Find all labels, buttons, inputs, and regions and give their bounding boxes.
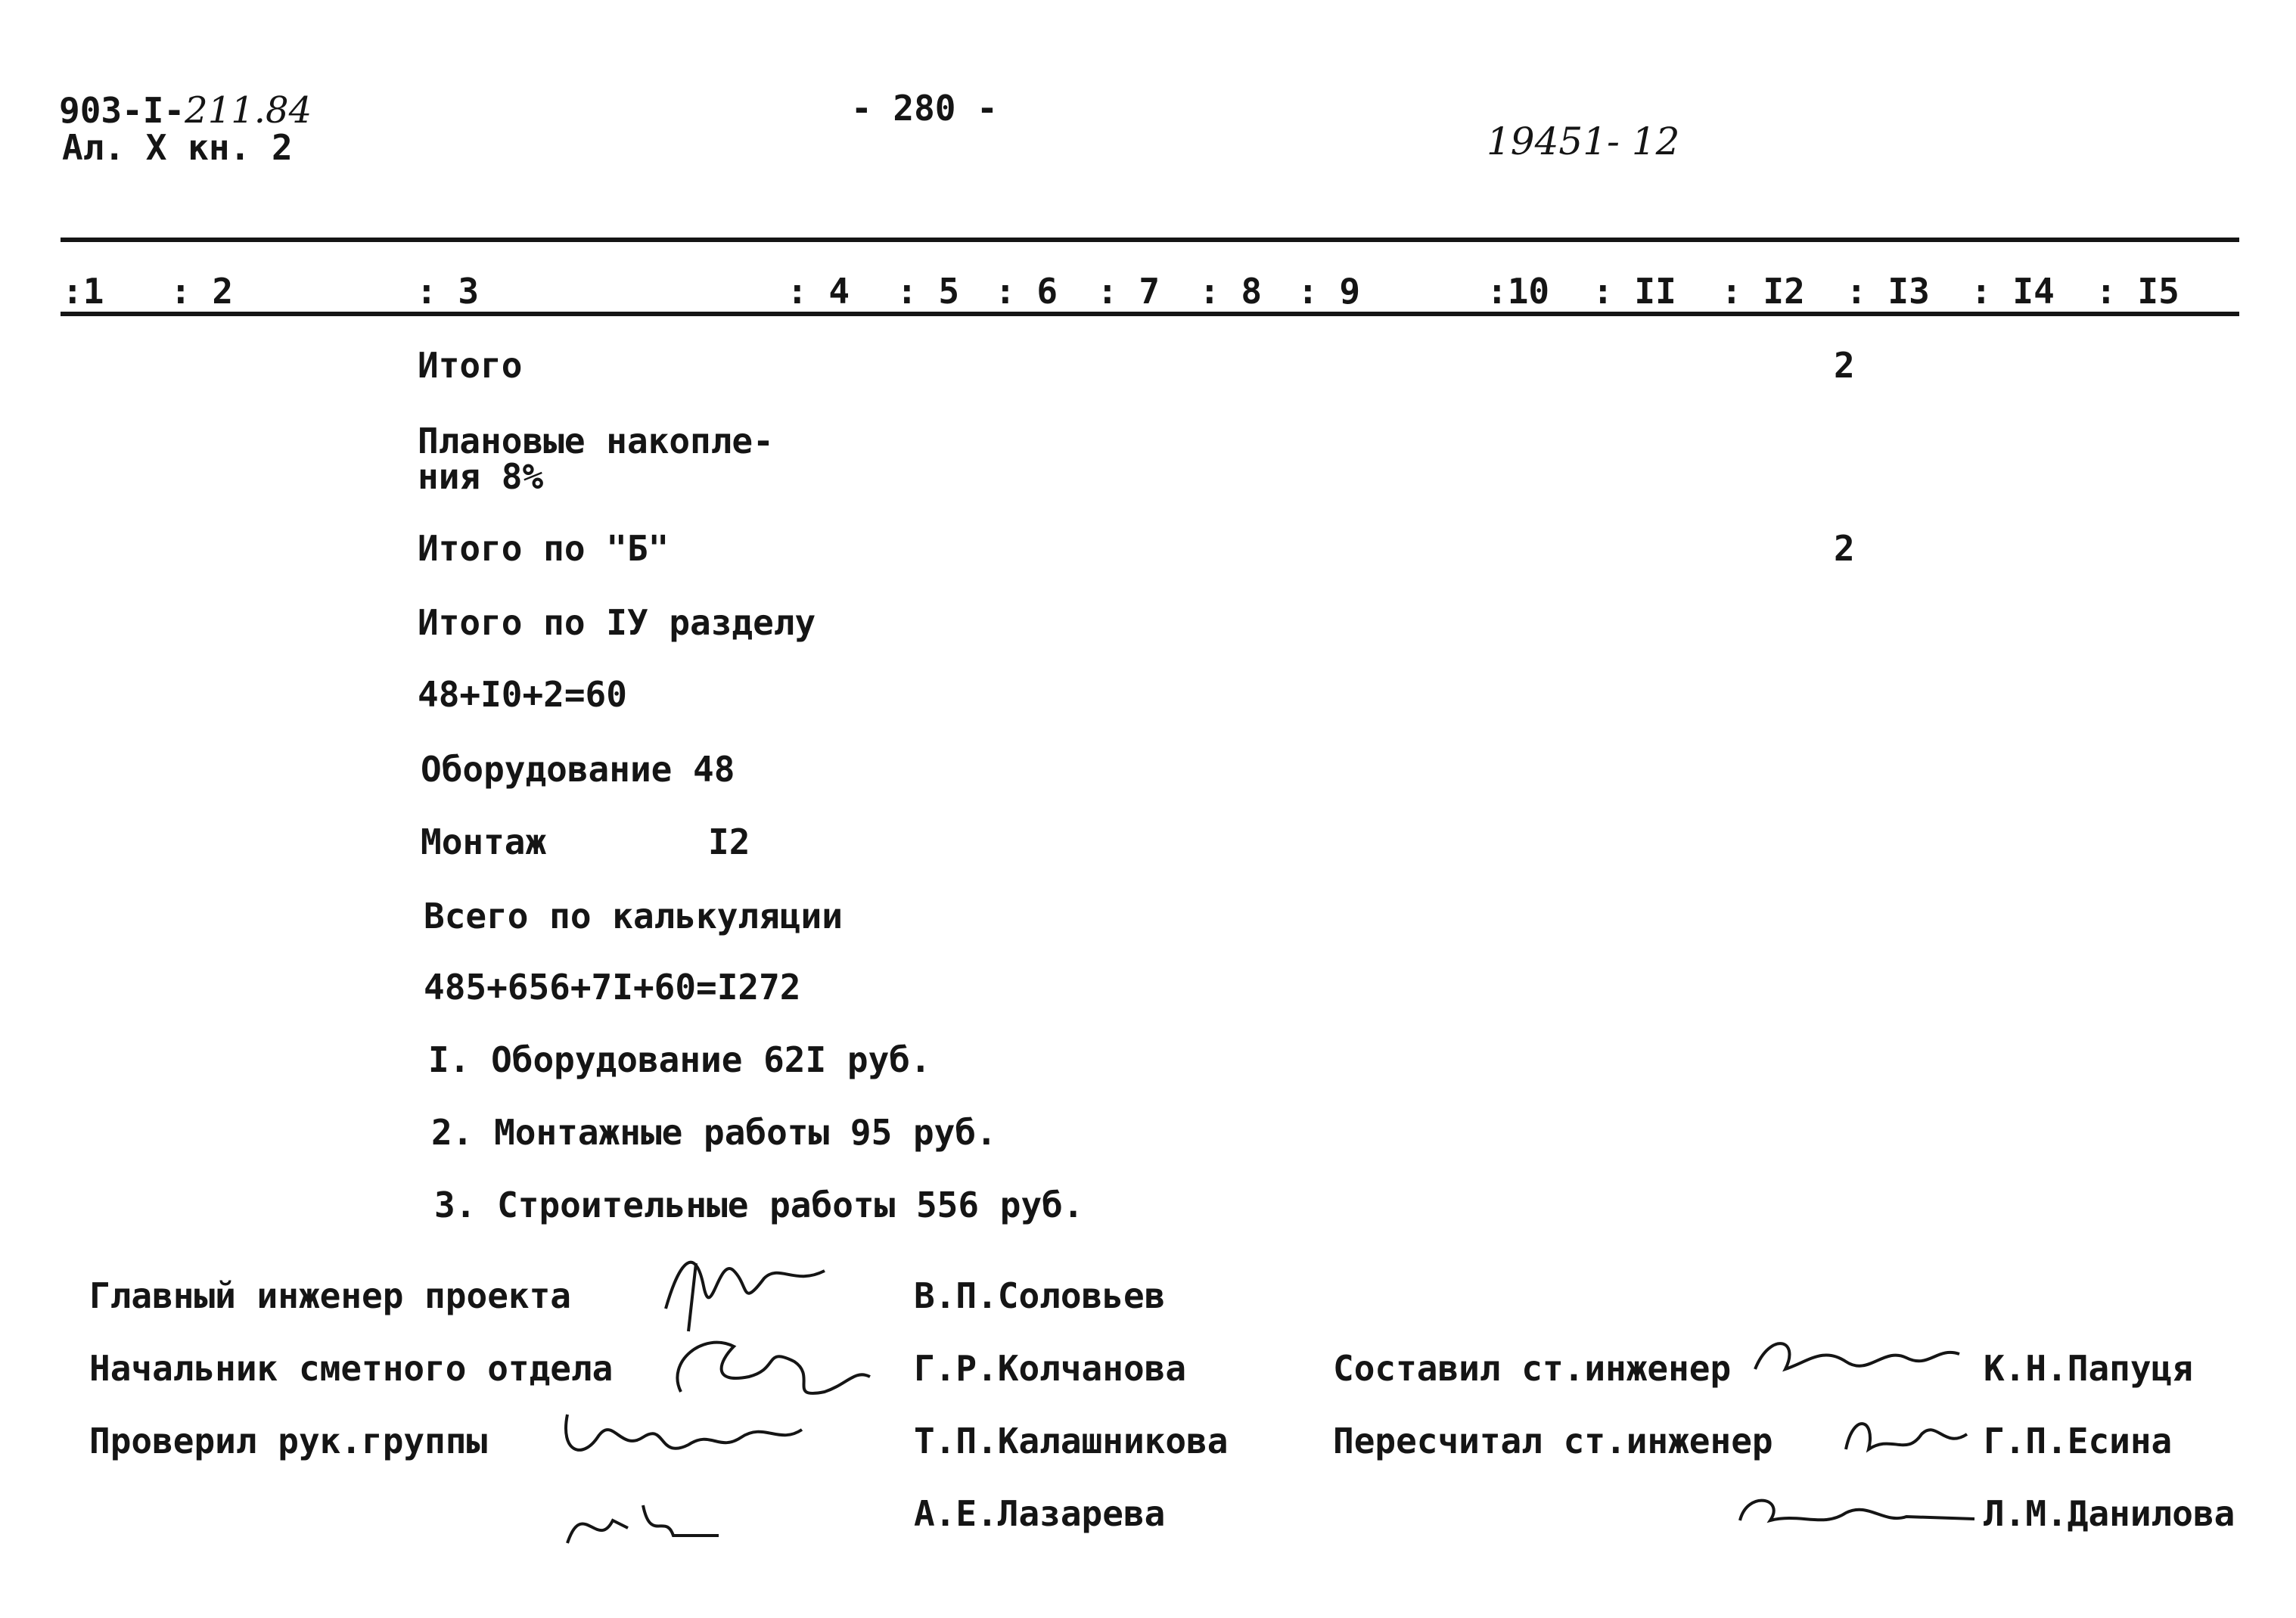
table-row-section-sum: 48+I0+2=60 <box>418 674 627 715</box>
column-header-13: : I3 <box>1846 271 1930 312</box>
column-header-1: :1 <box>62 271 104 312</box>
signature-kalashnikova <box>552 1392 825 1483</box>
role-group-checker: Проверил рук.группы <box>89 1421 488 1461</box>
table-row-installation: Монтаж <box>421 821 547 862</box>
signature-paputsya <box>1740 1316 1967 1399</box>
column-header-3: : 3 <box>416 271 480 312</box>
column-header-5: : 5 <box>896 271 960 312</box>
column-header-7: : 7 <box>1097 271 1160 312</box>
album-reference: Ал. X кн. 2 <box>62 127 293 168</box>
role-compiled-by: Составил ст.инженер <box>1333 1348 1732 1389</box>
header-rule <box>61 312 2239 316</box>
column-header-4: : 4 <box>787 271 850 312</box>
name-solovyev: В.П.Соловьев <box>914 1275 1166 1316</box>
column-header-9: : 9 <box>1297 271 1361 312</box>
name-lazareva: А.Е.Лазарева <box>914 1493 1166 1534</box>
role-recounted-by: Пересчитал ст.инженер <box>1333 1421 1773 1461</box>
signature-lazareva <box>552 1483 734 1566</box>
table-row-calc-total: Всего по калькуляции <box>424 896 843 936</box>
table-row-installation-value: I2 <box>708 821 750 862</box>
document-number: 19451- 12 <box>1487 120 1680 163</box>
table-row-section-total: Итого по IУ разделу <box>418 602 816 643</box>
name-kalashnikova: Т.П.Калашникова <box>914 1421 1229 1461</box>
summary-construction-works: 3. Строительные работы 556 руб. <box>434 1185 1084 1225</box>
table-row-itogo-b: Итого по "Б" <box>418 528 670 569</box>
signature-esina <box>1831 1396 1982 1472</box>
column-header-6: : 6 <box>995 271 1058 312</box>
column-header-2: : 2 <box>170 271 234 312</box>
column-header-11: : II <box>1592 271 1676 312</box>
table-row-itogo-col12: 2 <box>1834 345 1855 386</box>
table-row-equipment: Оборудование 48 <box>421 749 735 790</box>
table-row-calc-sum: 485+656+7I+60=I272 <box>424 967 801 1008</box>
page-number: - 280 - <box>851 88 998 129</box>
summary-equipment: I. Оборудование 62I руб. <box>428 1039 931 1080</box>
column-header-15: : I5 <box>2096 271 2179 312</box>
document-code-printed: 903-I- <box>59 90 185 131</box>
table-row-planned-savings: Плановые накопле- <box>418 421 774 461</box>
table-row-itogo-b-col12: 2 <box>1834 528 1855 569</box>
role-chief-engineer: Главный инженер проекта <box>89 1275 571 1316</box>
name-kolchanova: Г.Р.Колчанова <box>914 1348 1187 1389</box>
document-code-handwritten: 211.84 <box>185 89 312 132</box>
role-estimate-head: Начальник сметного отдела <box>89 1348 614 1389</box>
table-row-planned-savings-cont: ния 8% <box>418 456 544 497</box>
summary-installation-works: 2. Монтажные работы 95 руб. <box>431 1112 997 1153</box>
column-header-14: : I4 <box>1971 271 2055 312</box>
top-rule <box>61 238 2239 242</box>
column-header-10: :10 <box>1487 271 1550 312</box>
name-danilova: Л.М.Данилова <box>1984 1493 2235 1534</box>
signature-danilova <box>1725 1475 1982 1551</box>
document-code <box>59 89 312 132</box>
column-header-12: : I2 <box>1721 271 1805 312</box>
name-esina: Г.П.Есина <box>1984 1421 2173 1461</box>
table-row-itogo: Итого <box>418 345 523 386</box>
column-header-8: : 8 <box>1199 271 1263 312</box>
name-paputsya: К.Н.Папуця <box>1984 1348 2193 1389</box>
